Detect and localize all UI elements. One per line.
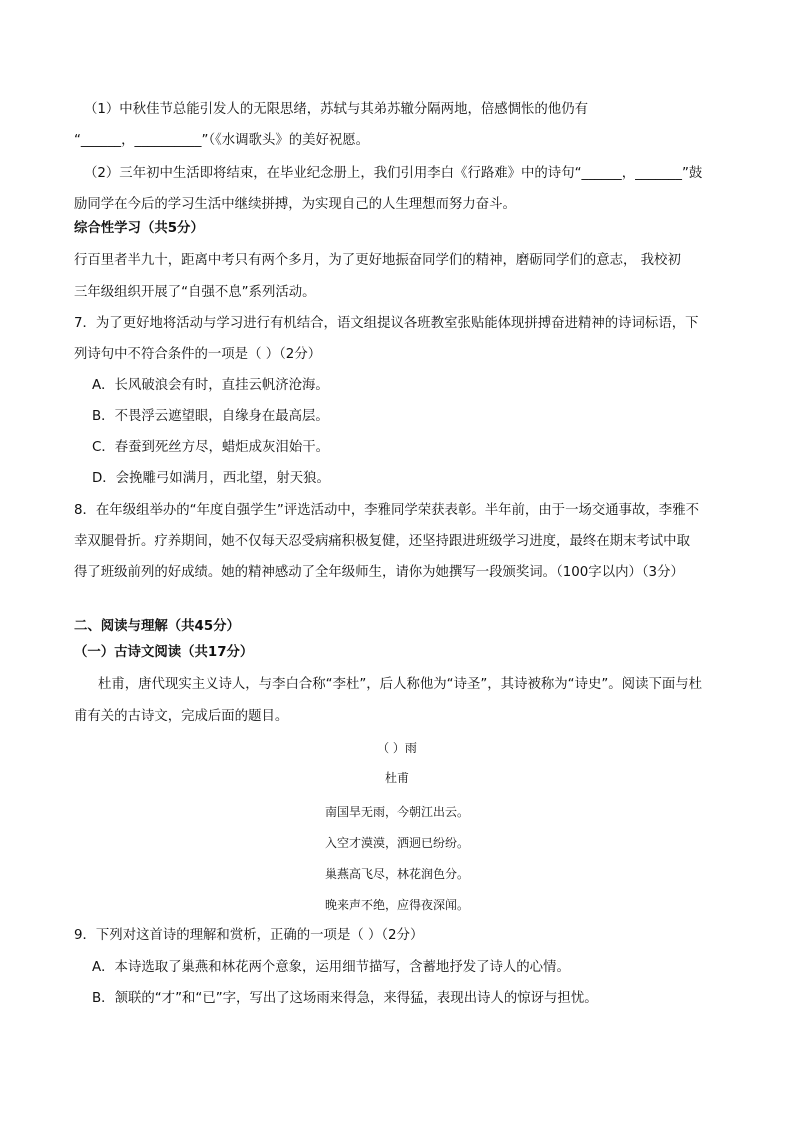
fill-q1-line1: （1）中秋佳节总能引发人的无限思绪，苏轼与其弟苏辙分隔两地，倍感惆怅的他仍有 (84, 102, 588, 117)
poem-line-3: 巢燕高飞尽，林花润色分。 (324, 867, 469, 881)
q8-stem-line2: 幸双腿骨折。疗养期间，她不仅每天忍受病痛积极复健，还坚持跟进班级学习进度，最终在期末考试中取 (74, 534, 690, 549)
comprehensive-intro-line1: 行百里者半九十，距离中考只有两个多月，为了更好地振奋同学们的精神，磨砺同学们的意志， 我校初 (74, 253, 681, 268)
q9-option-a: A．本诗选取了巢燕和林花两个意象，运用细节描写，含蓄地抒发了诗人的心情。 (92, 960, 570, 975)
fill-q2-line2: 励同学在今后的学习生活中继续拼搏，为实现自己的人生理想而努力奋斗。 (74, 197, 516, 212)
poem-author: 杜甫 (384, 771, 409, 785)
poem-line-2: 入空才漠漠，洒迥已纷纷。 (324, 836, 469, 850)
comprehensive-heading: 综合性学习（共5分） (74, 221, 204, 236)
poem-line-4: 晚来声不绝，应得夜深闻。 (324, 898, 469, 912)
q7-option-c: C．春蚕到死丝方尽，蜡炬成灰泪始干。 (92, 440, 329, 455)
poem-line-1: 南国旱无雨，今朝江出云。 (324, 805, 469, 819)
q8-stem-line1: 8．在年级组举办的“年度自强学生”评选活动中，李雅同学荣获表彰。半年前，由于一场交通事故，李雅不 (74, 503, 699, 518)
poem-title: （ ）雨 (377, 741, 417, 755)
comprehensive-intro-line2: 三年级组织开展了“自强不息”系列活动。 (74, 285, 316, 300)
fill-q2-line1: （2）三年初中生活即将结束，在毕业纪念册上，我们引用李白《行路难》中的诗句“______，_______”鼓 (84, 166, 703, 181)
q7-stem-line2: 列诗句中不符合条件的一项是（ ）（2分） (74, 347, 322, 362)
section2-intro-line1: 杜甫，唐代现实主义诗人，与李白合称“李杜”，后人称他为“诗圣”，其诗被称为“诗史”。阅读下面与杜 (98, 677, 703, 692)
q7-option-d: D．会挽雕弓如满月，西北望，射天狼。 (92, 471, 330, 486)
q9-stem: 9．下列对这首诗的理解和赏析，正确的一项是（ ）（2分） (74, 928, 424, 943)
q7-stem-line1: 7．为了更好地将活动与学习进行有机结合，语文组提议各班教室张贴能体现拼搏奋进精神的诗词标语，下 (74, 316, 699, 331)
section2-subheading: （一）古诗文阅读（共17分） (74, 645, 254, 660)
fill-q1-line2: “______，__________”（《水调歌头》的美好祝愿。 (74, 133, 370, 148)
section2-intro-line2: 甫有关的古诗文，完成后面的题目。 (74, 709, 289, 724)
q9-option-b: B．颔联的“才”和“已”字，写出了这场雨来得急，来得猛，表现出诗人的惊讶与担忧。 (92, 991, 598, 1006)
q7-option-b: B．不畏浮云遮望眼，自缘身在最高层。 (92, 409, 329, 424)
section2-heading: 二、阅读与理解（共45分） (74, 619, 240, 634)
q8-stem-line3: 得了班级前列的好成绩。她的精神感动了全年级师生，请你为她撰写一段颁奖词。（100字以内）（3分） (74, 565, 684, 580)
q7-option-a: A．长风破浪会有时，直挂云帆济沧海。 (92, 378, 329, 393)
